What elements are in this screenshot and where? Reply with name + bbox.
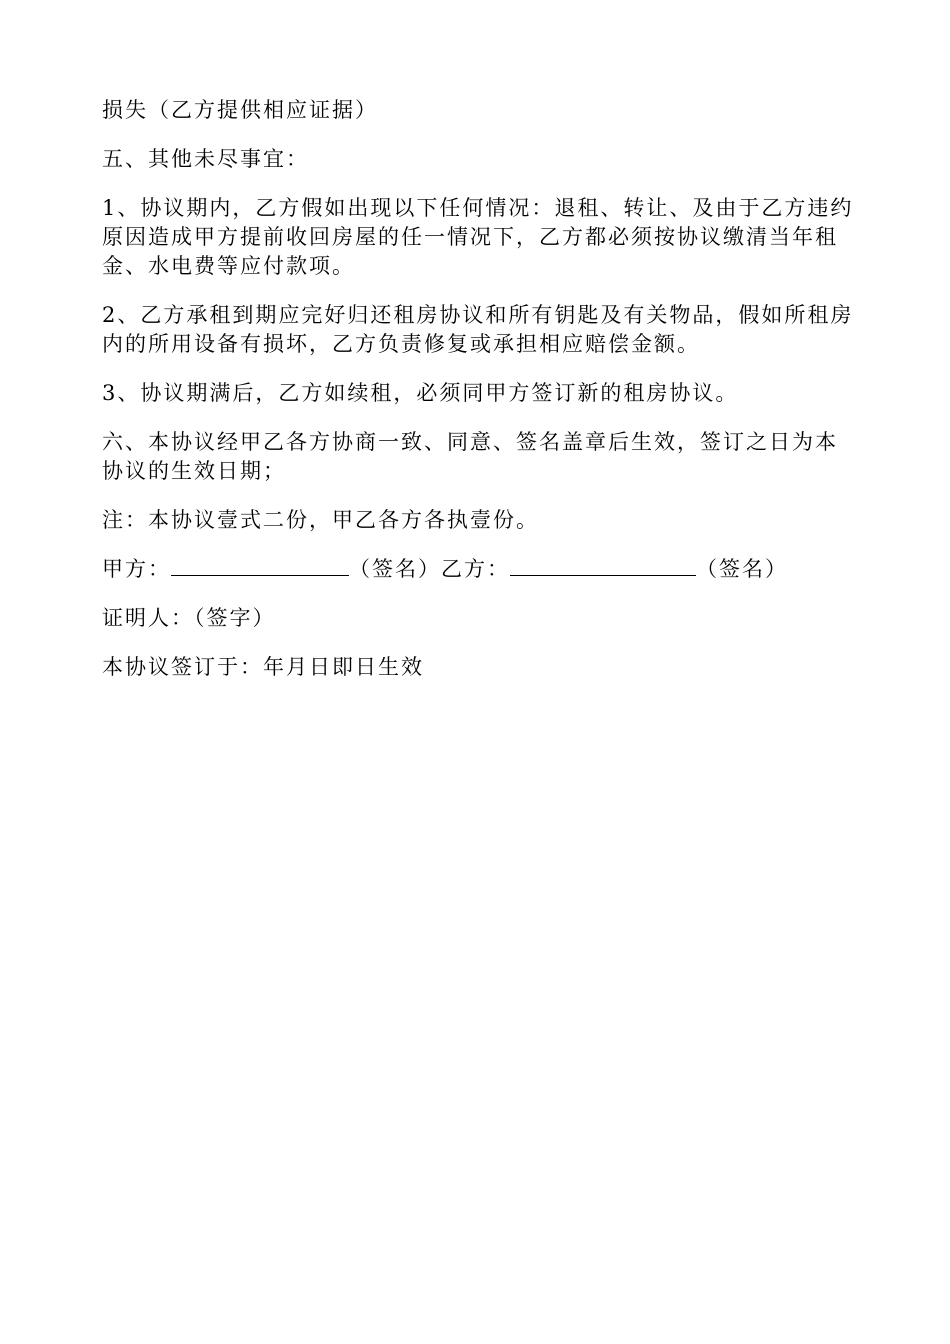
section-five-heading: 五、其他未尽事宜： <box>102 147 309 171</box>
clause-1: 1、协议期内，乙方假如出现以下任何情况：退租、转让、及由于乙方违约原因造成甲方提前收回房屋的任一情况下，乙方都必须按协议缴清当年租金、水电费等应付款项。 <box>102 196 854 278</box>
signature-line <box>102 555 854 584</box>
clause-3: 3、协议期满后，乙方如续租，必须同甲方签订新的租房协议。 <box>102 381 739 405</box>
witness-line: 证明人：（签字） <box>102 606 276 630</box>
document-body <box>102 96 854 702</box>
paragraph-loss-evidence: 损失（乙方提供相应证据） <box>102 98 378 122</box>
note-copies: 注：本协议壹式二份，甲乙各方各执壹份。 <box>102 508 539 532</box>
signed-date-line: 本协议签订于：年月日即日生效 <box>102 655 424 679</box>
party-b-sign-note: （签名） <box>696 557 788 581</box>
party-a-label: 甲方： <box>102 557 171 581</box>
party-b-label: 乙方： <box>441 557 510 581</box>
party-b-signature-blank <box>510 555 696 576</box>
section-six: 六、本协议经甲乙各方协商一致、同意、签名盖章后生效，签订之日为本协议的生效日期； <box>102 430 838 483</box>
party-a-sign-note: （签名） <box>349 557 441 581</box>
party-a-signature-blank <box>171 555 349 576</box>
clause-2: 2、乙方承租到期应完好归还租房协议和所有钥匙及有关物品，假如所租房内的所用设备有损坏，乙方负责修复或承担相应赔偿金额。 <box>102 303 854 356</box>
